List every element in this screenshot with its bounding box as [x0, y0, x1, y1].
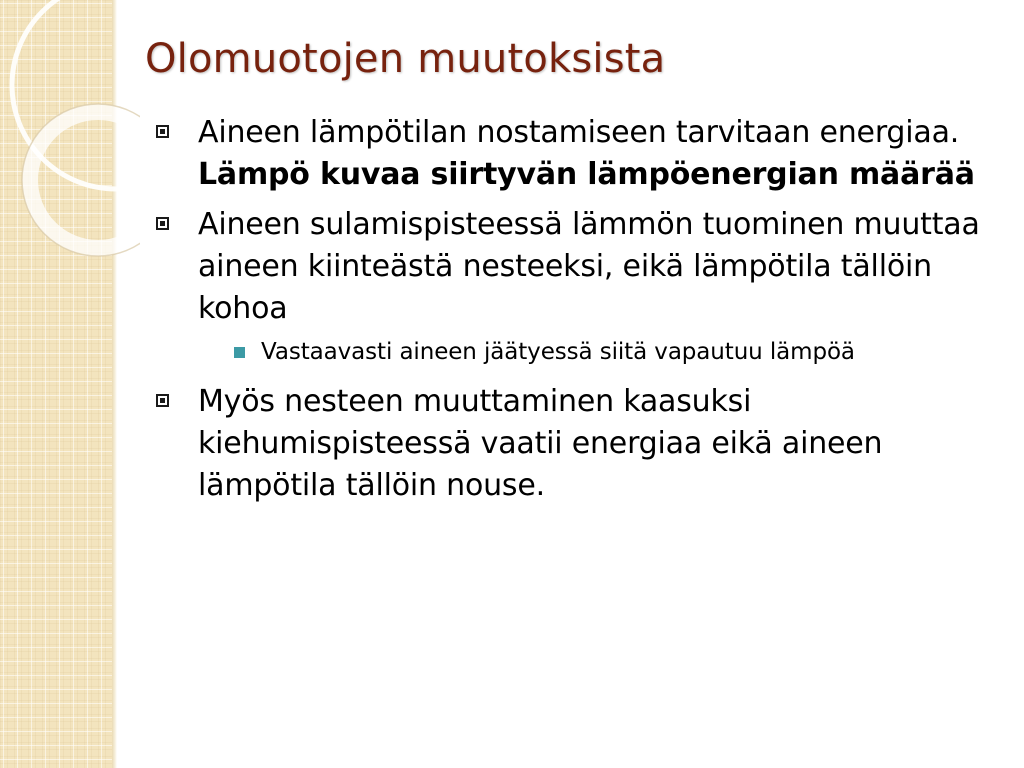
- bullet-boiling: [155, 381, 985, 507]
- bullet-energy-text: Aineen lämpötilan nostamiseen tarvitaan energiaa.: [198, 115, 960, 150]
- slide-content: [155, 112, 985, 515]
- bullet-melting-text: Aineen sulamispisteessä lämmön tuominen muuttaa aineen kiinteästä nesteeksi, eikä lämpötila tällöin kohoa: [198, 207, 980, 326]
- boxed-square-bullet-icon: [156, 125, 169, 138]
- sub-bullet-freezing: [234, 336, 985, 368]
- decorative-rings: [0, 0, 140, 260]
- boxed-square-bullet-icon: [156, 394, 169, 407]
- slide-title: Olomuotojen muutoksista: [145, 36, 666, 82]
- sub-bullet-freezing-text: Vastaavasti aineen jäätyessä siitä vapautuu lämpöä: [261, 339, 855, 365]
- bullet-energy-bold-text: Lämpö kuvaa siirtyvän lämpöenergian määrää: [198, 157, 975, 192]
- bullet-boiling-text: Myös nesteen muuttaminen kaasuksi kiehumispisteessä vaatii energiaa eikä aineen lämpötila tällöin nouse.: [198, 384, 883, 503]
- teal-square-bullet-icon: [234, 347, 245, 358]
- bullet-energy: [155, 112, 985, 196]
- ring-medium: [30, 112, 140, 248]
- boxed-square-bullet-icon: [156, 217, 169, 230]
- bullet-melting: [155, 204, 985, 330]
- ring-inner: [22, 104, 140, 256]
